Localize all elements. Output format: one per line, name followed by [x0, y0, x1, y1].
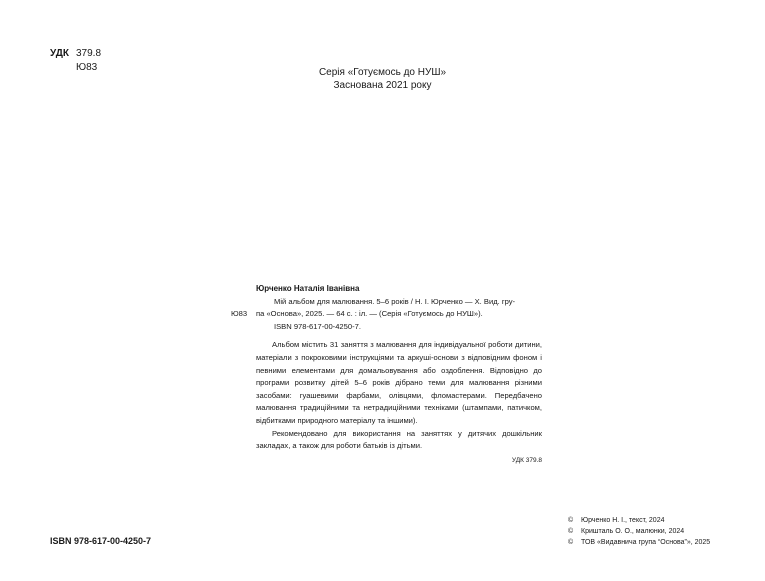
card-isbn: ISBN 978-617-00-4250-7. [274, 321, 361, 331]
annotation-paragraph-1: Альбом містить 31 заняття з малювання для індивідуальної роботи дитини, матеріали з покроковими інструкціями та аркуші-основи з відповідним фоном і певними елементами для домальовування або оздоблення. Відповідно до програми розвитку дітей 5–6 років дібрано теми для малювання різними засобами: гуашевими фарбами, олівцями, фломастерами. Передбачено малювання традиційними та нетрадиційними техніками (штампами, патичком, відбитками природного матеріалу та іншими). [256, 340, 542, 425]
series-info [0, 66, 765, 92]
card-udk: УДК 379.8 [511, 456, 542, 464]
udk-value: 379.8 [76, 48, 102, 59]
series-title: Серія «Готуємось до НУШ» [318, 67, 447, 78]
copyright-line [568, 537, 710, 548]
isbn-bottom: ISBN 978-617-00-4250-7 [50, 536, 152, 546]
copyright-symbol: © [568, 517, 574, 524]
copyright-block [568, 515, 710, 548]
copyright-line [568, 515, 710, 526]
copyright-text: ТОВ «Видавнича група “Основа”», 2025 [581, 539, 711, 546]
copyright-text: Юрченко Н. І., текст, 2024 [581, 517, 665, 524]
annotation-paragraph-2: Рекомендовано для використання на заняттях у дитячих дошкільник закладах, а також для роботи батьків із дітьми. [256, 428, 542, 451]
copyright-symbol: © [568, 528, 574, 535]
udk-label: УДК [50, 48, 69, 59]
copyright-text: Кришталь О. О., малюнки, 2024 [581, 528, 685, 535]
series-founded: Заснована 2021 року [333, 80, 432, 91]
card-bib-line-2: па «Основа», 2025. — 64 с. : іл. — (Серія «Готуємось до НУШ»). [256, 309, 483, 319]
card-annotation [256, 339, 542, 452]
copyright-symbol: © [568, 539, 574, 546]
author-code: Ю83 [76, 62, 98, 73]
card-bib-line-1: Мій альбом для малювання. 5–6 років / Н. І. Юрченко — Х. Вид. гру- [274, 296, 516, 306]
copyright-line [568, 526, 710, 537]
catalog-card [256, 283, 542, 467]
card-author: Юрченко Наталія Іванівна [256, 284, 360, 293]
card-author-code: Ю83 [231, 309, 248, 318]
